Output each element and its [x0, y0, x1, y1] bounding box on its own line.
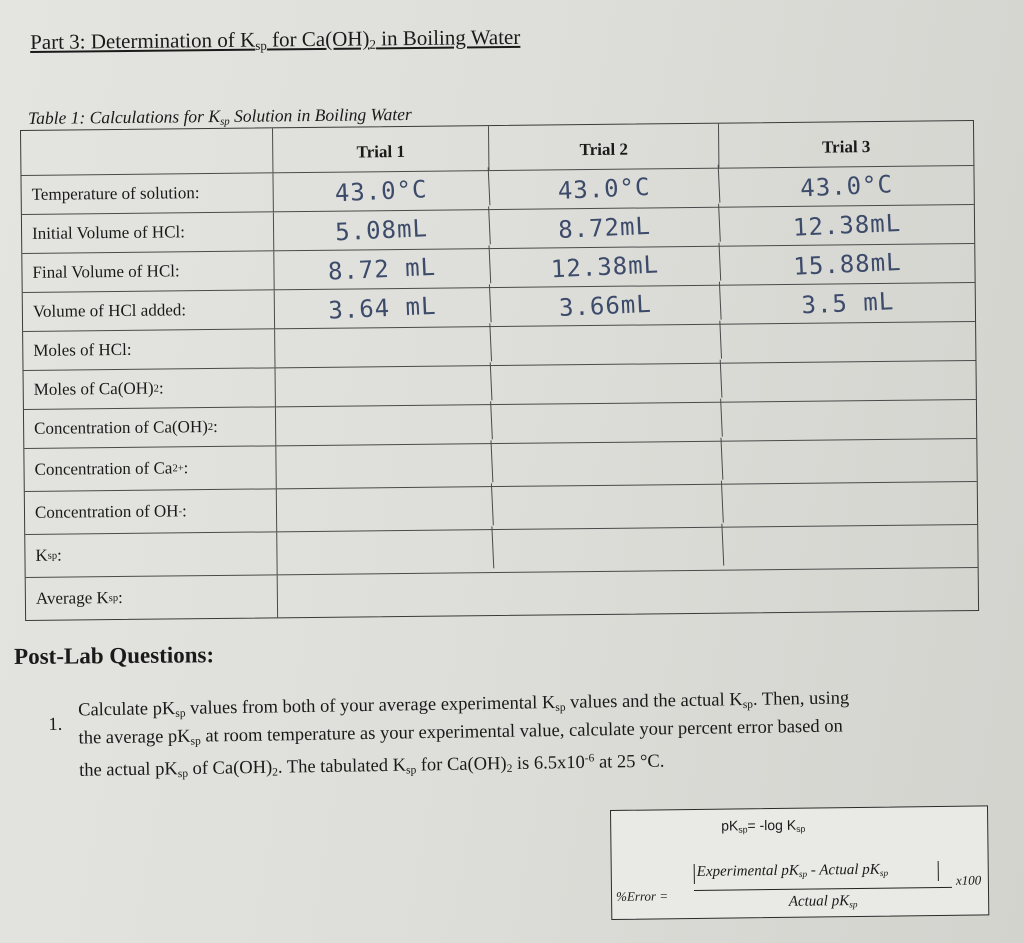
formula-sub: sp	[798, 869, 808, 881]
row-label-text: Average K	[35, 588, 109, 608]
trial-2-value[interactable]: 3.66mL	[490, 282, 721, 330]
row-label-tail: :	[158, 378, 164, 398]
row-label	[24, 446, 276, 491]
caption-text-2: Solution in Boiling Water	[229, 103, 412, 126]
question-text	[78, 685, 979, 787]
formula-box	[610, 805, 989, 920]
q-text-part: values from both of your average experimental K	[185, 693, 556, 719]
trial-2-value[interactable]: 12.38mL	[490, 243, 721, 291]
percent-error-fraction	[694, 861, 953, 912]
question-number: 1.	[48, 714, 63, 735]
q-sub: 2	[506, 762, 513, 775]
row-label-text: Concentration of Ca	[34, 458, 173, 479]
row-label-text: Concentration of Ca(OH)	[34, 417, 208, 438]
q-text-part: the average pK	[78, 726, 191, 749]
row-label-sub: sp	[47, 550, 58, 562]
q-sub: sp	[177, 767, 189, 780]
q-text-part: of Ca(OH)	[187, 757, 273, 779]
trial-1-value[interactable]: 3.64 mL	[274, 284, 492, 332]
q-text-part: is 6.5x10	[512, 752, 585, 774]
row-label-tail: :	[118, 587, 123, 607]
percent-error-label: %Error =	[615, 888, 669, 904]
q-text-part: . The tabulated K	[277, 755, 407, 778]
row-label: Final Volume of HCl:	[22, 251, 274, 292]
trial-2-value[interactable]: 43.0°C	[489, 165, 720, 213]
caption-text: Table 1: Calculations for K	[28, 105, 221, 128]
trial-2-value[interactable]: 8.72mL	[489, 204, 720, 252]
row-label-text: Moles of Ca(OH)	[33, 378, 154, 399]
header-blank	[21, 128, 273, 175]
fraction-numerator	[694, 861, 952, 884]
row-label-sup: -	[178, 505, 183, 517]
heading-text-2: for Ca(OH)	[266, 26, 370, 52]
formula-sub: sp	[738, 824, 748, 835]
formula-sub: sp	[796, 823, 806, 834]
q-sub: sp	[405, 764, 417, 777]
q-text-part: Calculate pK	[78, 699, 176, 721]
formula-part: - Actual pK	[807, 861, 880, 879]
trial-3-value[interactable]: 43.0°C	[799, 170, 894, 203]
row-label: Volume of HCl added:	[23, 290, 275, 331]
row-label-tail: :	[57, 545, 62, 565]
row-label	[26, 575, 278, 620]
row-label	[24, 368, 276, 409]
formula-sub: sp	[849, 900, 858, 911]
formula-part: Actual pK	[788, 893, 850, 910]
q-sub: sp	[190, 735, 201, 748]
row-label: Initial Volume of HCl:	[22, 212, 274, 253]
q-text-part: the actual pK	[78, 758, 178, 781]
formula-part: Experimental pK	[696, 862, 799, 880]
q-text-part: . Then, using	[752, 688, 850, 710]
header-trial-1: Trial 1	[273, 126, 489, 172]
heading-text-3: in Boiling Water	[375, 24, 521, 51]
q-sub: sp	[742, 698, 754, 711]
q-sub: sp	[555, 701, 566, 714]
trial-3-value[interactable]: 12.38mL	[792, 208, 902, 242]
caption-sub: sp	[219, 115, 230, 128]
q-text-part: at 25 °C.	[594, 751, 665, 773]
formula-part: pK	[721, 817, 739, 834]
q-text-part: values and the actual K	[565, 690, 743, 713]
row-label-tail: :	[183, 458, 189, 478]
absolute-value-bar	[938, 861, 939, 881]
row-label: Moles of HCl:	[23, 329, 275, 370]
post-lab-title: Post-Lab Questions:	[14, 642, 215, 669]
row-label-sub: 2	[153, 383, 159, 395]
q-text-part: for Ca(OH)	[416, 753, 507, 776]
row-label	[25, 532, 277, 577]
row-label-sup: 2+	[172, 462, 184, 474]
header-trial-3: Trial 3	[821, 137, 871, 157]
fraction-denominator	[694, 892, 952, 912]
row-label: Temperature of solution:	[21, 173, 273, 214]
trial-1-value[interactable]	[277, 526, 495, 578]
heading-sub: sp	[255, 37, 267, 53]
row-label-tail: :	[181, 501, 187, 521]
table-row	[26, 568, 978, 620]
question-1	[48, 685, 978, 781]
row-label-text: K	[35, 545, 48, 565]
q-sub: 2	[272, 766, 279, 779]
row-label-tail: :	[213, 416, 218, 436]
times-100: x100	[955, 872, 982, 888]
trial-1-value[interactable]: 43.0°C	[273, 167, 491, 215]
header-trial-2: Trial 2	[489, 124, 719, 170]
pksp-formula	[721, 817, 805, 835]
heading-text: Part 3: Determination of K	[30, 27, 256, 54]
trial-1-value[interactable]: 8.72 mL	[274, 245, 492, 293]
row-label-sub: 2	[207, 421, 214, 433]
calculations-table	[20, 120, 979, 621]
row-label-text: Concentration of OH	[34, 501, 179, 522]
heading-sub-2: 2	[369, 36, 377, 52]
q-text-part: at room temperature as your experimental value, calculate your percent error based on	[200, 716, 843, 747]
q-sub: sp	[175, 707, 186, 720]
trial-3-value[interactable]: 3.5 mL	[800, 287, 895, 320]
formula-sub: sp	[879, 868, 889, 880]
row-label-sub: sp	[108, 592, 119, 604]
formula-part: = -log K	[747, 816, 797, 834]
q-sup: -6	[584, 752, 595, 765]
fraction-bar	[694, 887, 952, 891]
trial-3-value[interactable]: 15.88mL	[792, 247, 903, 281]
row-label	[24, 407, 276, 448]
row-label	[25, 489, 277, 534]
section-heading	[30, 25, 520, 56]
trial-1-value[interactable]: 5.08mL	[273, 206, 491, 254]
